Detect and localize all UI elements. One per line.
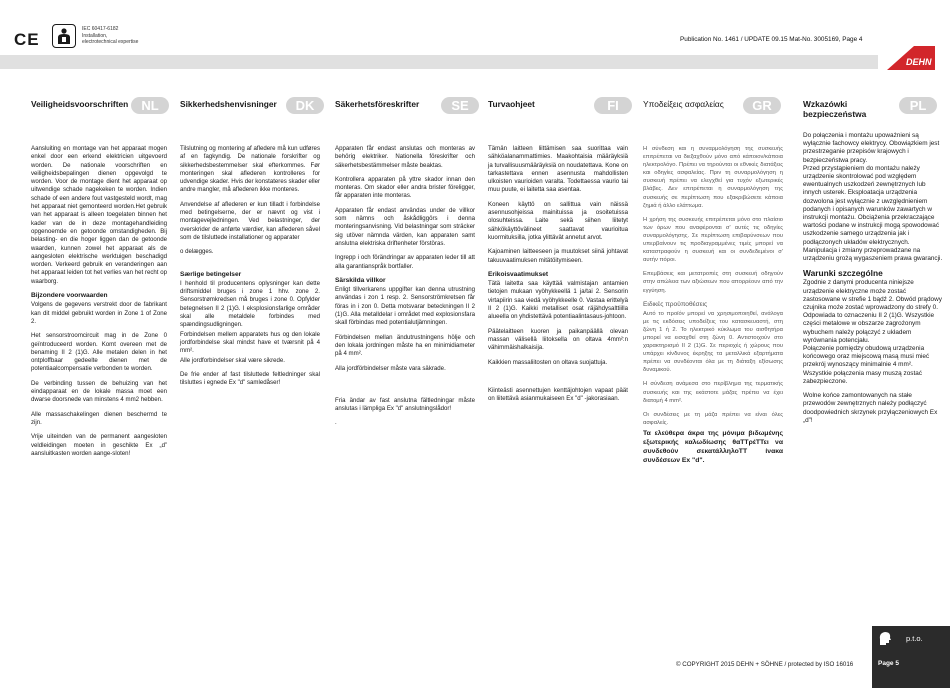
col-header-nl: [31, 96, 165, 122]
paragraph: Kajoaminen laitteeseen ja muutokset siinä johtavat takuuvaatimuksen mitätöitymiseen.: [488, 248, 628, 264]
lang-badge: NL: [131, 97, 169, 114]
paragraph: Alle massaschakelingen dienen beschermd te zijn.: [31, 410, 167, 426]
dehn-logo-text: DEHN: [906, 57, 932, 67]
paragraph: Οι συνδέσεις με τη μάζα πρέπει να είναι όλες ασφαλείς.: [643, 411, 783, 426]
section-heading: Warunki szczególne: [803, 268, 883, 279]
col-header-se: [335, 96, 475, 122]
column-pl: [803, 132, 943, 431]
col-title: Turvaohjeet: [488, 99, 535, 109]
paragraph: Anvendelse af aflederen er kun tilladt i forbindelse med betingelserne, der er nævnt og vist i montagevejledningen. Ved belastninger, der overskrider de anførte værdier, kan aflederen såvel som de tilsluttede installationer og apparater: [180, 200, 320, 241]
dehn-logo: [884, 43, 938, 73]
paragraph: Enligt tillverkarens uppgifter kan denna utrustning användas i zon 1 resp. 2. Sensorströmkretsen får föras in i zon 0. Detta motsvarar beteckningen II 2 (1)G. Alla metalldelar i området med explosionsfara skall förbindas med potentialutjämningen.: [335, 286, 475, 327]
col-header-fi: [488, 96, 628, 122]
header-bar: [0, 55, 878, 69]
bold-notice: Τα ελεύθερα άκρα της μόνιμα βιδωμένης εξωτερικής καλωδίωσης θαΤΤρέΤΤει να συνδεθούν σεκατάλληλοΤΤ ίνακα συνδέσεων Ex "d".: [643, 429, 783, 464]
paragraph: Αυτό το προϊόν μπορεί να χρησιμοποιηθεί, ανάλογα με τις εκδόσεις υποδείξεις του κατασκευαστή, στη ζώνη 1 ή 2. Το ηλεκτρικό κύκλωμα του αισθητήρα μπορεί να εισαχθεί στη ζώνη 0. Αντιστοιχούν στο χαρακτηρισμό II 2 (1)G. Σε περιοχές ή χώρους που υπάρχει κίνδυνος έκρηξης τα μεταλλικά εξαρτήματα πρέπει να συνδέονται όλα με τη διάταξη εξίσωσης δυναμικού.: [643, 310, 783, 374]
col-title: Υποδείξεις ασφαλείας: [643, 99, 724, 109]
column-fi: [488, 145, 628, 409]
lang-badge: GR: [743, 97, 781, 114]
paragraph: Przed przystąpieniem do montażu należy urządzenie skontrolować pod względem ewentualnych uszkodzeń zewnętrznych lub innych usterek. Eksploatacja urządzenia dozwolona jest wyłącznie z uwzględnieniem podanych i opisanych warunków zawartych w instrukcji montażu. Obciążenia przekraczające wartości podane w instrukcji mogą spowodować uszkodzenie samego urządzenia jak i podłączonych układów elektrycznych.: [803, 164, 940, 246]
column-se: [335, 145, 475, 434]
iec-line-1: Installation,: [82, 32, 108, 39]
col-title: Veiligheidsvoorschriften: [31, 99, 129, 109]
paragraph: Forbindelsen mellem apparatets hus og den lokale jordforbindelse skal mindst have et tværsnit på 4 mm².: [180, 330, 320, 355]
col-header-dk: [180, 96, 320, 122]
paragraph: I henhold til producentens oplysninger kan dette driftsmiddel bruges i zone 1 hhv. zone 2. Sensorstrømkredsen må bruges i zone 0. Opfylder betegnelsen II 2 (1)G. I eksplosionsfarlige områder skal alle metaldele forbindes med spændingsudligningen.: [180, 279, 320, 329]
paragraph: Aansluiting en montage van het apparaat mogen enkel door een erkend elektricien uitgevoerd worden. De nationale voorschriften en veiligheidsbepalingen dienen opgevolgd te worden. Voor de montage dient het apparaat op uitwendige schade nagekeken te worden. Indien schade of een andere fout vastgesteld wordt, mag het apparaat niet gemonteerd worden.Het gebruik van het apparaat is alleen toegelaten binnen het kader van de in deze montagehandleiding opgenoemde en getoonde omstandigheden. Bij belasting- en die hoger liggen dan de getoonde waarden, kunnen zowel het apparaat als de aangesloten elektrische werktuigen beschadigd worden. Verkeerd gebruik en veranderingen aan het apparaat leiden tot het verlies van het recht op waarborg.: [31, 145, 167, 285]
paragraph: Manipulacja i zmiany przeprowadzane na urządzeniu grożą wygaszeniem prawa gwarancji.: [803, 246, 943, 263]
paragraph: Do połączenia i montażu upoważnieni są wyłącznie fachowcy elektrycy. Obowiązkiem jest przestrzeganie przepisów krajowych i bezpieczeństwa pracy.: [803, 132, 940, 164]
page-number: Page 5: [878, 660, 899, 667]
paragraph: Het sensorstroomcircuit mag in de Zone 0 geïntroduceerd worden. Komt overeen met de benaming II 2 (1)G. Alle metalen delen in het ontploffbaar gedeelte dienen met de potentiaalcompensatie verbonden te worden.: [31, 332, 167, 373]
column-nl: [31, 145, 167, 464]
page-header: [0, 0, 950, 88]
column-dk: [180, 145, 320, 393]
paragraph: Apparaten får endast anslutas och monteras av behörig elektriker. Nationella föreskrifter och säkerhetsbestämmelser måste beaktas.: [335, 145, 475, 169]
copyright-notice: © COPYRIGHT 2015 DEHN + SÖHNE / protected by ISO 16016: [676, 661, 854, 668]
paragraph: Ingrepp i och förändringar av apparaten leder till att alla garantianspråk bortfaller.: [335, 254, 475, 270]
paragraph: Kontrollera apparaten på yttre skador innan den monteras. Om skador eller andra brister föreligger, får apparaten inte monteras.: [335, 175, 475, 200]
ce-mark: CE: [14, 30, 40, 49]
paragraph: Päätelaitteen kuoren ja paikanpäällä olevan massan välisellä liitoksella on oltava 4mm²:n vähimmäishalkaisija.: [488, 327, 628, 352]
paragraph: Förbindelsen mellan ändutrustningens hölje och den lokala jordningen måste ha en minimidiameter på 4 mm².: [335, 333, 475, 358]
paragraph: Połączenie pomiędzy obudową urządzenia końcowego oraz miejscową masą musi mieć przekrój wynoszący minimalnie 4 mm².: [803, 345, 930, 369]
column-gr: [643, 145, 783, 465]
col-header-pl: [803, 96, 943, 122]
paragraph: .: [335, 419, 337, 427]
paragraph: Η χρήση της συσκευής επιτρέπεται μόνο στο πλαίσιο των όρων που αναφέρονται σ' αυτές τις οδηγίες συναρμολόγησης. Σε περίπτωση επιβαρύνσεων που υπερβαίνουν τις προδιαγραμμένες τιμές μπορεί να καταστραφούν η συσκευή και οι συνδεδεμένοι σ' αυτήν πόροι.: [643, 216, 783, 264]
paragraph: De frie ender af fast tilsluttede feltledninger skal tilsluttes i egnede Ex "d" samledåser!: [180, 370, 320, 387]
iec-label: [82, 26, 152, 46]
paragraph: Η σύνδεση ανάμεσα στο περίβλημα της τερματικής συσκευής και της εκάστοτε μάζας πρέπει να έχει διατομή 4 mm².: [643, 381, 783, 404]
paragraph: Wolne końce zamontowanych na stałe przewodów zewnętrznych należy podłączyć doodpowiednich skrzynek przyłączeniowych Ex „d”!: [803, 392, 938, 424]
iec-line-2: electrotechnical expertise: [82, 39, 139, 45]
publication-info: Publication No. 1461 / UPDATE 09.15 Mat-No. 3005169, Page 4: [680, 36, 863, 43]
paragraph: Wszystkie połączenia masy muszą zostać zabezpieczone.: [803, 369, 922, 385]
paragraph: De verbinding tussen de behuizing van het eindapparaat en de lokale massa moet een dwarse doorsnede van minstens 4 mm2 hebben.: [31, 379, 167, 404]
lang-badge: SE: [441, 97, 479, 114]
paragraph: Fria ändar av fast anslutna fältledningar måste anslutas i lämpliga Ex "d" anslutningslådor!: [335, 396, 475, 413]
paragraph: Tätä laitetta saa käyttää valmistajan antamien tietojen mukaan vyöhykkeellä 1 ja/tai 2. Sensorin virtapiirin saa viedä vyöhykkeelle 0. Vastaa erittelyä II 2 (1)G. Kaikki metalliset osat räjähdysalttiilla alueella on yhdistettävä potentiaalintasaus-johtoon.: [488, 280, 628, 321]
col-title: Sikkerhedshenvisninger: [180, 99, 277, 109]
paragraph: Alle jordforbindelser skal være sikrede.: [180, 356, 285, 364]
electrician-icon: [52, 24, 76, 48]
reader-head-icon: [878, 630, 892, 646]
lang-badge: DK: [286, 97, 324, 114]
pto-block: [872, 626, 950, 688]
paragraph: Tilslutning og montering af afledere må kun udføres af en fagkyndig. De nationale forskrifter og sikkerhedsbestemmelser skal efterkommes. Før monteringen skal aflederen kontrolleres for udvendige skader. Hvis der konstateres skader eller andre mangler, må aflederen ikke monteres.: [180, 145, 320, 194]
section-heading: Ειδικές προϋποθέσεις: [643, 300, 708, 308]
paragraph: Tämän laitteen liittämisen saa suorittaa vain sähköalanammattimies. Maakohtaisia määräyksiä ja turvallisuusmääräyksiä on noudatettava. Kone on tarkastettava ennen asennusta mahdollisten ulkoisten vaurioiden varalta. Todettaessa vaurio tai muu puute, ei laitetta saa asentaa.: [488, 145, 628, 194]
col-title: Wzkazówki bezpieczeństwa: [803, 99, 867, 119]
section-heading: Erikoisvaatimukset: [488, 270, 549, 278]
lang-badge: FI: [594, 97, 632, 114]
section-heading: Bijzondere voorwaarden: [31, 292, 108, 300]
paragraph: Η σύνδεση και η συναρμολόγηση της συσκευής επιτρέπεται να διεξαχθούν μόνο από κάποιον/κάποια ηλεκτρολόγο. Πρέπει να τηρούνται οι εθνικές διατάξεις και οδηγίες ασφαλείας. Πριν τη συναρμολόγηση η συσκευή πρέπει να ελεγχθεί για τυχόν εξωτερικές βλάβες. Δεν επιτρέπεται η συναρμολόγηση της συσκευής σε περίπτωση που εξακριβώσετε κάποια ζημιά ή άλλο ελάττωμα.: [643, 146, 783, 209]
paragraph: Volgens de gegevens verstrekt door de fabrikant kan dit middel gebruikt worden in Zone 1 of Zone 2.: [31, 301, 167, 325]
lang-badge: PL: [899, 97, 937, 114]
paragraph: Επεμβάσεις και μετατροπές στη συσκευή οδηγούν στην απώλεια των αξιώσεων που απορρέουν από την εγγύηση.: [643, 271, 783, 294]
section-heading: Särskilda villkor: [335, 276, 386, 284]
paragraph: Kaikkien massaliitosten on oltava suojattuja.: [488, 358, 608, 366]
pto-label: p.t.o.: [906, 634, 923, 643]
paragraph: Zgodnie z danymi producenta niniejsze urządzenie elektryczne może zostać zastosowane w strefie 1 bądź 2. Obwód prądowy czujnika może zostać wprowadzony do strefy 0. Odpowiada to oznaczeniu II 2 (1)G. Wszystkie części metalowe w obszarze zagrożonym wybuchem należy połączyć z układem wyrównania potencjału.: [803, 279, 942, 344]
paragraph: Vrije uiteinden van de permanent aangesloten veldleidingen moeten in geschikte Ex „d” aansluitkasten worden aange-sloten!: [31, 433, 167, 457]
paragraph: Koneen käyttö on sallittua vain näissä asennusohjeissa mainituissa ja osoitetuissa olosuhteissa. Laite sekä siihen liitetyt sähkökäyttövälineet saattavat vaurioitua kuormituksilla, jotka ylittävät annetut arvot.: [488, 200, 628, 241]
paragraph: Kiinteästi asennettujen kenttäjohtojen vapaat päät on liitettävä asianmukaiseen Ex "d" -jakorasiaan.: [488, 386, 628, 403]
section-heading: Særlige betingelser: [180, 270, 242, 278]
col-header-gr: [643, 96, 783, 122]
iec-number: IEC 60417-6182: [82, 26, 119, 32]
paragraph: Alla jordförbindelser måste vara säkrade.: [335, 364, 446, 372]
paragraph: Apparaten får endast användas under de villkor som nämns och åskådliggörs i denna monteringsanvisning. Vid belastningar som sträcker sig utöver nämnda värden, kan apparaten samt anslutna elektriska driftenheter förstöras.: [335, 206, 475, 247]
paragraph: o delægges.: [180, 248, 214, 256]
col-title: Säkerhetsföreskrifter: [335, 99, 420, 109]
